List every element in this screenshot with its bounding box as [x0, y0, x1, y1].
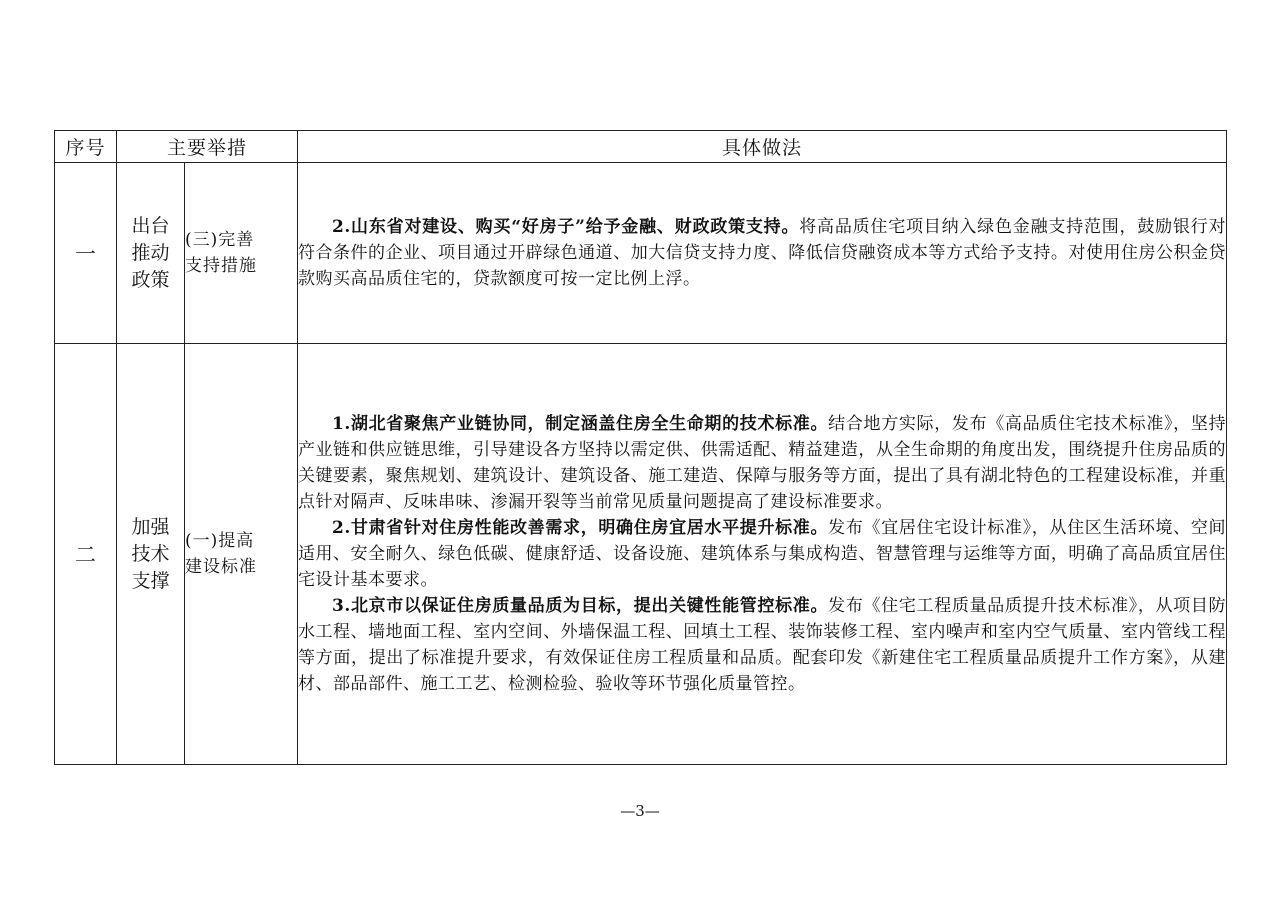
- method-text: 结合地方实际，发布《高品质住宅技术标准》，坚持产业链和供应链思维，引导建设各方坚持以需定供、供需适配、精益建造，从全生命期的角度出发，围绕提升住房品质的关键要素，聚焦规划、建筑设计、建筑设备、施工建造、保障与服务等方面，提出了具有湖北特色的工程建设标准，并重点针对隔声、反味串味、渗漏开裂等当前常见质量问题提高了建设标准要求。: [298, 414, 1227, 512]
- method-title: 2.甘肃省针对住房性能改善需求，明确住房宜居水平提升标准。: [332, 518, 829, 538]
- row-number: 二: [55, 344, 117, 765]
- measures-table: [54, 130, 1227, 765]
- header-number: 序号: [55, 131, 117, 163]
- row-number: 一: [55, 163, 117, 344]
- table-row: [55, 163, 1227, 344]
- category-line: 加强: [131, 515, 170, 538]
- page-number: —3—: [620, 802, 660, 820]
- category-line: 技术: [131, 542, 170, 565]
- category-line: 政策: [131, 268, 170, 291]
- subcategory-line: (三)完善: [185, 230, 255, 250]
- subcategory-line: 支持措施: [185, 256, 257, 276]
- method-paragraph: [298, 593, 1226, 697]
- category-line: 出台: [131, 214, 170, 237]
- method-text: 发布《宜居住宅设计标准》，从住区生活环境、空间适用、安全耐久、绿色低碳、健康舒适、设备设施、建筑体系与集成构造、智慧管理与运维等方面，明确了高品质宜居住宅设计基本要求。: [298, 518, 1227, 590]
- category-line: 支撑: [131, 569, 170, 592]
- row-methods: [298, 344, 1227, 765]
- method-paragraph: [298, 411, 1226, 515]
- row-methods: [298, 163, 1227, 344]
- method-text: 发布《住宅工程质量品质提升技术标准》，从项目防水工程、墙地面工程、室内空间、外墙保温工程、回填土工程、装饰装修工程、室内噪声和室内空气质量、室内管线工程等方面，提出了标准提升要求，有效保证住房工程质量和品质。配套印发《新建住宅工程质量品质提升工作方案》，从建材、部品部件、施工工艺、检测检验、验收等环节强化质量管控。: [298, 596, 1227, 694]
- row-category: [117, 344, 185, 765]
- method-paragraph: [298, 515, 1226, 593]
- subcategory-line: (一)提高: [185, 531, 255, 551]
- header-methods: 具体做法: [298, 131, 1227, 163]
- method-title: 3.北京市以保证住房质量品质为目标，提出关键性能管控标准。: [332, 596, 829, 616]
- table-header-row: [55, 131, 1227, 163]
- method-title: 2.山东省对建设、购买“好房子”给予金融、财政政策支持。: [332, 217, 800, 237]
- row-category: [117, 163, 185, 344]
- category-line: 推动: [131, 241, 170, 264]
- table-row: [55, 344, 1227, 765]
- row-subcategory: [185, 163, 298, 344]
- row-subcategory: [185, 344, 298, 765]
- subcategory-line: 建设标准: [185, 557, 257, 577]
- method-text: 将高品质住宅项目纳入绿色金融支持范围，鼓励银行对符合条件的企业、项目通过开辟绿色通道、加大信贷支持力度、降低信贷融资成本等方式给予支持。对使用住房公积金贷款购买高品质住宅的，贷款额度可按一定比例上浮。: [298, 217, 1227, 289]
- method-paragraph: [298, 214, 1226, 292]
- header-measures: 主要举措: [117, 131, 298, 163]
- method-title: 1.湖北省聚焦产业链协同，制定涵盖住房全生命期的技术标准。: [332, 414, 829, 434]
